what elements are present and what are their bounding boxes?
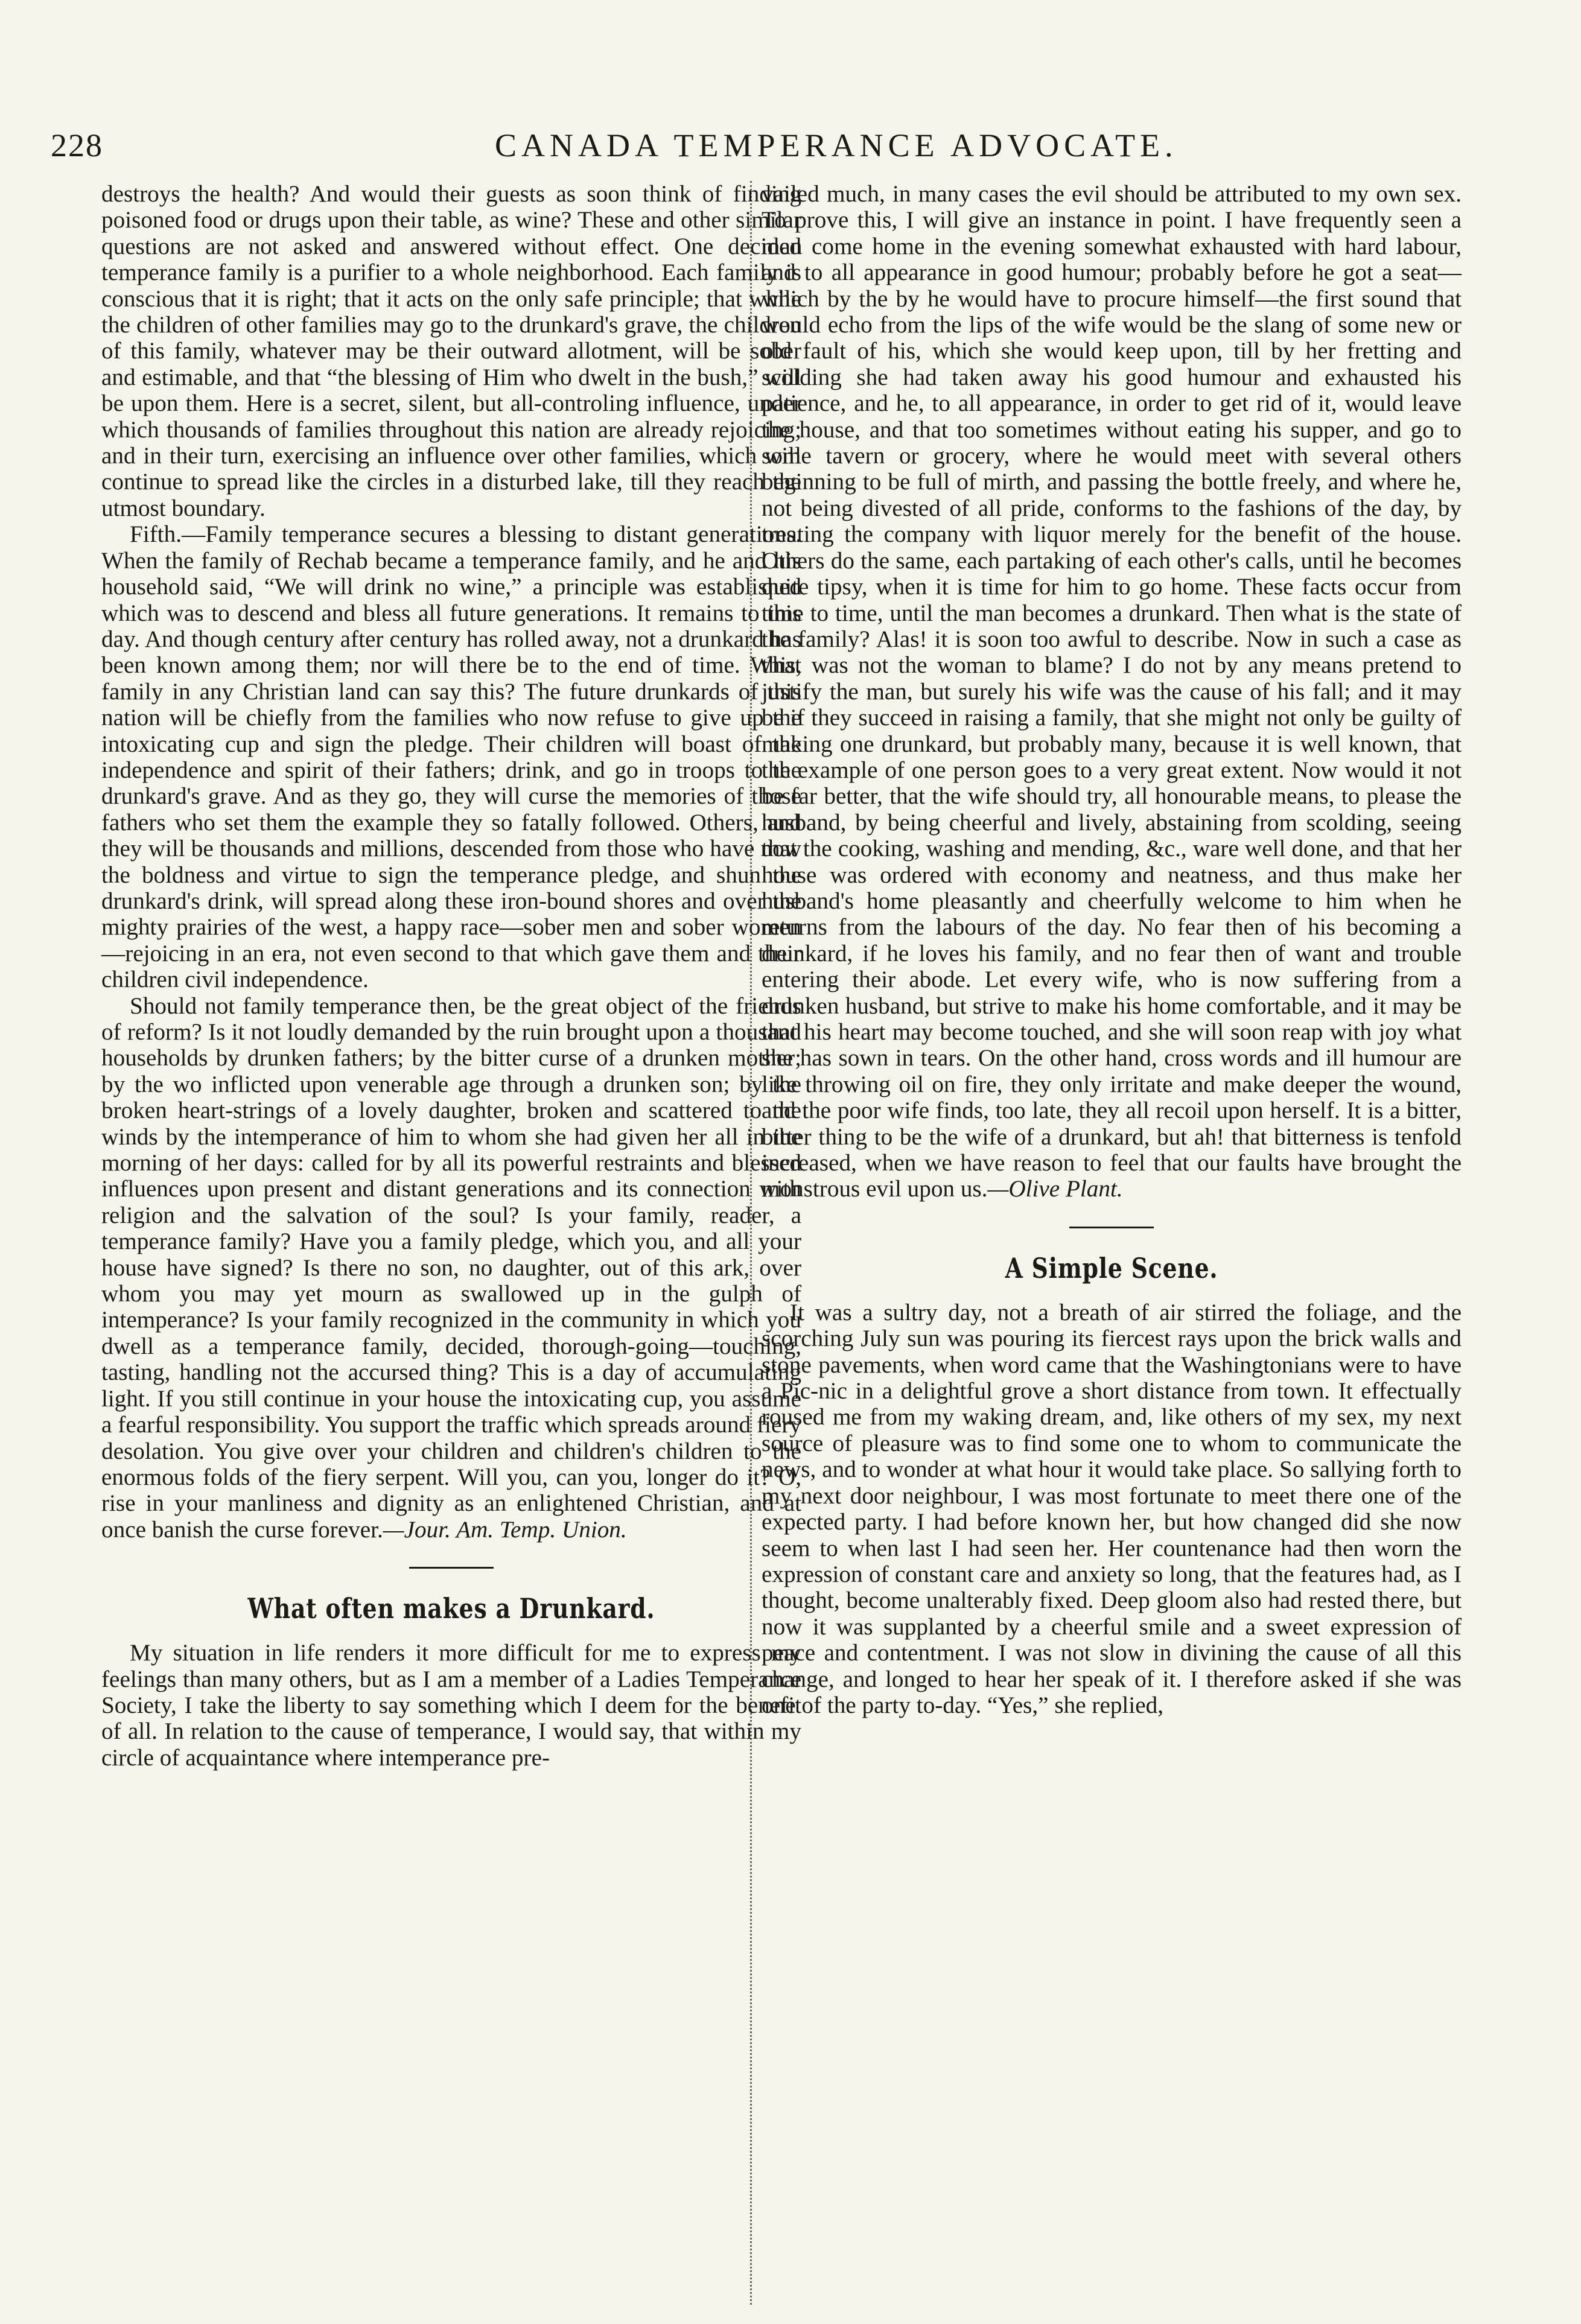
running-title: CANADA TEMPERANCE ADVOCATE. xyxy=(495,127,1178,164)
right-paragraph-1-text: vailed much, in many cases the evil should be attributed to my own sex. To prove this, I will give an instance in point. I have frequently seen a man come home in the evening somewhat exhausted with hard labour, and to all appearance in good humour; probably before he got a seat—which by the by he would have to procure himself—the first sound that would echo from the lips of the wife would be the slang of some new or old fault of his, which she would keep upon, till by her fretting and scolding she had taken away his good humour and exhausted his patience, and he, to all appearance, in order to get rid of it, would leave the house, and that too sometimes without eating his supper, and go to some tavern or grocery, where he would meet with several others beginning to be full of mirth, and passing the bottle freely, and where he, not being divested of all pride, conforms to the fashions of the day, by treating the company with liquor merely for the benefit of the house. Others do the same, each partaking of each other's calls, until he becomes quite tipsy, when it is time for him to go home. These facts occur from time to time, until the man becomes a drunkard. Then what is the state of the family? Alas! it is soon too awful to describe. Now in such a case as this, was not the woman to blame? I do not by any means pretend to justify the man, but surely his wife was the cause of his fall; and it may be if they succeed in raising a family, that she might not only be guilty of making one drunkard, but probably many, because it is well known, that the example of one person goes to a very great extent. Now would it not be far better, that the wife should try, all honourable means, to please the husband, by being cheerful and lively, abstaining from scolding, seeing that the cooking, washing and mending, &c., ware well done, and that her house was ordered with economy and neatness, and thus make her husband's home pleasantly and cheerfully welcome to him when he returns from the labours of the day. No fear then of his becoming a drunkard, if he loves his family, and no fear then of want and trouble entering their abode. Let every wife, who is now suffering from a drunken husband, but strive to make his home comfortable, and it may be that his heart may become touched, and she will soon reap with joy what she has sown in tears. On the other hand, cross words and ill humour are like throwing oil on fire, they only irritate and make deeper the wound, and the poor wife finds, too late, they all recoil upon herself. It is a bitter, bitter thing to be the wife of a drunkard, but ah! that bitterness is tenfold increased, when we have reason to feel that our faults have brought the monstrous evil upon us. xyxy=(762,181,1462,1202)
page-header xyxy=(0,127,1581,175)
article-heading-simple-scene: A Simple Scene. xyxy=(1005,1251,1218,1284)
right-column xyxy=(762,181,1462,1718)
source-credit-jour-am-temp-union: —Jour. Am. Temp. Union. xyxy=(383,1516,627,1543)
left-paragraph-2: Fifth.—Family temperance secures a blessing to distant generations. When the family of Rechab became a temperance family, and he and his household said, “We will drink no wine,” a principle was established which was to descend and bless all future generations. It remains to this day. And though century after century has rolled away, not a drunkard has been known among them; nor will there be to the end of time. What family in any Christian land can say this? The future drunkards of this nation will be chiefly from the families who now refuse to give up the intoxicating cup and sign the pledge. Their children will boast of the independence and spirit of their fathers; drink, and go in troops to the drunkard's grave. And as they go, they will curse the memories of those fathers who set them the example they so fatally followed. Others, and they will be thousands and millions, descended from those who have now the boldness and virtue to sign the temperance pledge, and shun the drunkard's drink, will spread along these iron-bound shores and over the mighty prairies of the west, a happy race—sober men and sober women—rejoicing in an era, not even second to that which gave them and their children civil independence. xyxy=(101,521,801,993)
section-separator xyxy=(1069,1227,1154,1228)
left-paragraph-1: destroys the health? And would their guests as soon think of finding poisoned food or drugs upon their table, as wine? These and other similar questions are not asked and answered without effect. One decided temperance family is a purifier to a whole neighborhood. Each family is conscious that it is right; that it acts on the only safe principle; that while the children of other families may go to the drunkard's grave, the children of this family, whatever may be their outward allotment, will be sober and estimable, and that “the blessing of Him who dwelt in the bush,” will be upon them. Here is a secret, silent, but all-controling influence, under which thousands of families throughout this nation are already rejoicing; and in their turn, exercising an influence over other families, which will continue to spread like the circles in a disturbed lake, till they reach the utmost boundary. xyxy=(101,181,801,521)
right-paragraph-1 xyxy=(762,181,1462,1202)
article-heading-drunkard: What often makes a Drunkard. xyxy=(247,1592,655,1625)
right-paragraph-2: It was a sultry day, not a breath of air stirred the foliage, and the scorching July sun was pouring its fiercest rays upon the brick walls and stone pavements, when word came that the Washingtonians were to have a Pic-nic in a delightful grove a short distance from town. It effectually roused me from my waking dream, and, like others of my sex, my next source of pleasure was to find some one to whom to communicate the news, and to wonder at what hour it would take place. So sallying forth to my next door neighbour, I was most fortunate to meet there one of the expected party. I had before known her, but how changed did she now seem to when last I had seen her. Her countenance had then worn the expression of constant care and anxiety so long, that the features had, as I thought, become unalterably fixed. Deep gloom also had rested there, but now it was supplanted by a cheerful smile and a sweet expression of peace and contentment. I was not slow in divining the cause of all this change, and longed to hear her speak of it. I therefore asked if she was one of the party to-day. “Yes,” she replied, xyxy=(762,1299,1462,1718)
left-column xyxy=(101,181,801,1771)
left-paragraph-3-text: Should not family temperance then, be the great object of the friends of reform? Is it not loudly demanded by the ruin brought upon a thousand households by drunken fathers; by the bitter curse of a drunken mother; by the wo inflicted upon venerable age through a drunken son; by the broken heart-strings of a lovely daughter, broken and scattered to the winds by the intemperance of him to whom she had given her all in the morning of her days: called for by all its powerful restraints and blessed influences upon present and distant generations and its connection with religion and the salvation of the soul? Is your family, reader, a temperance family? Have you a family pledge, which you, and all your house have signed? Is there no son, no daughter, out of this ark, over whom you may yet mourn as swallowed up in the gulph of intemperance? Is your family recognized in the community in which you dwell as a temperance family, decided, thorough-going—touching, tasting, handling not the accursed thing? This is a day of accumulating light. If you still continue in your house the intoxicating cup, you assume a fearful responsibility. You support the traffic which spreads around fiery desolation. You give over your children and children's children to the enormous folds of the fiery serpent. Will you, can you, longer do it? O, rise in your manliness and dignity as an enlightened Christian, and at once banish the curse forever. xyxy=(101,992,801,1543)
left-paragraph-4: My situation in life renders it more difficult for me to express my feelings than many others, but as I am a member of a Ladies Temperance Society, I take the liberty to say something which I deem for the benefit of all. In relation to the cause of temperance, I would say, that within my circle of acquaintance where intemperance pre- xyxy=(101,1640,801,1771)
source-credit-olive-plant: —Olive Plant. xyxy=(987,1176,1123,1202)
section-separator xyxy=(409,1567,494,1569)
left-paragraph-3 xyxy=(101,993,801,1543)
page-number: 228 xyxy=(51,127,103,164)
